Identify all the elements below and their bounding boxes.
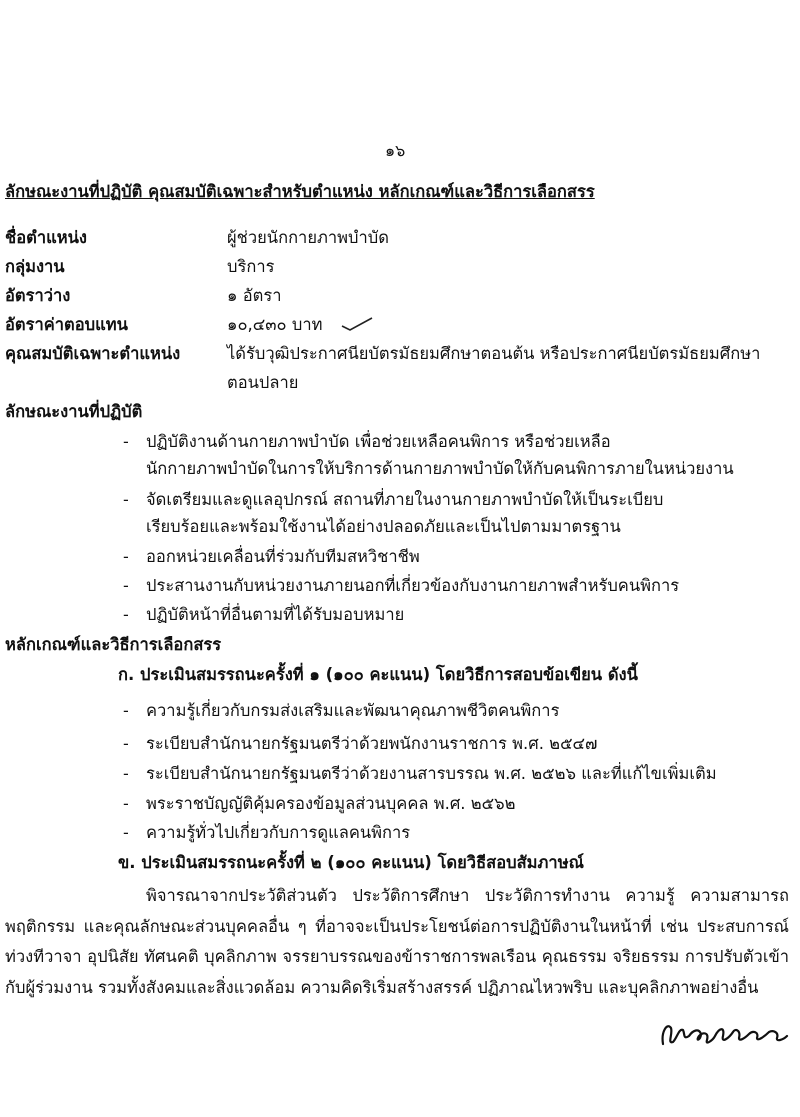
field-label-qualification: คุณสมบัติเฉพาะตำแหน่ง	[5, 344, 181, 363]
bullet-dash: -	[123, 794, 129, 813]
round2-title: ข. ประเมินสมรรถนะครั้งที่ ๒ (๑๐๐ คะแนน) โดยวิธีสอบสัมภาษณ์	[118, 853, 584, 872]
bullet-dash: -	[123, 764, 129, 783]
duty-item-cont: นักกายภาพบำบัดในการให้บริการด้านกายภาพบำบัดให้กับคนพิการภายในหน่วยงาน	[146, 459, 734, 478]
bullet-dash: -	[123, 490, 129, 509]
round2-paragraph-line: กับผู้ร่วมงาน รวมทั้งสังคมและสิ่งแวดล้อม ความคิดริเริ่มสร้างสรรค์ ปฏิภาณไหวพริบ และบุคลิกภาพอย่างอื่น	[5, 978, 759, 997]
duty-item: ประสานงานกับหน่วยงานภายนอกที่เกี่ยวข้องกับงานกายภาพสำหรับคนพิการ	[146, 576, 680, 595]
bullet-dash: -	[123, 823, 129, 842]
field-value-salary: ๑๐,๔๓๐ บาท	[227, 315, 323, 334]
bullet-dash: -	[123, 547, 129, 566]
round2-paragraph-line: ท่วงทีวาจา อุปนิสัย ทัศนคติ บุคลิกภาพ จรรยาบรรณของข้าราชการพลเรือน คุณธรรม จริยธรรม การปรับตัวเข้า	[5, 947, 789, 966]
round2-paragraph-line: พฤติกรรม และคุณลักษณะส่วนบุคคลอื่น ๆ ที่อาจจะเป็นประโยชน์ต่อการปฏิบัติงานในหน้าที่ เช่น ประสบการณ์	[5, 917, 789, 936]
page-number: ๑๖	[385, 141, 406, 160]
round1-title: ก. ประเมินสมรรถนะครั้งที่ ๑ (๑๐๐ คะแนน) โดยวิธีการสอบข้อเขียน ดังนี้	[118, 665, 638, 684]
duty-item: ปฏิบัติหน้าที่อื่นตามที่ได้รับมอบหมาย	[146, 605, 405, 624]
exam-topic: ความรู้เกี่ยวกับกรมส่งเสริมและพัฒนาคุณภาพชีวิตคนพิการ	[146, 701, 560, 720]
page-heading: ลักษณะงานที่ปฏิบัติ คุณสมบัติเฉพาะสำหรับตำแหน่ง หลักเกณฑ์และวิธีการเลือกสรร	[5, 182, 595, 201]
duty-item: ออกหน่วยเคลื่อนที่ร่วมกับทีมสหวิชาชีพ	[146, 547, 420, 566]
exam-topic: ความรู้ทั่วไปเกี่ยวกับการดูแลคนพิการ	[146, 823, 411, 842]
field-label-group: กลุ่มงาน	[5, 257, 65, 276]
field-label-position: ชื่อตำแหน่ง	[5, 228, 87, 247]
exam-topic: พระราชบัญญัติคุ้มครองข้อมูลส่วนบุคคล พ.ศ. ๒๕๖๒	[146, 794, 516, 813]
duty-item: จัดเตรียมและดูแลอุปกรณ์ สถานที่ภายในงานกายภาพบำบัดให้เป็นระเบียบ	[146, 490, 664, 509]
field-value-qualification: ได้รับวุฒิประกาศนียบัตรมัธยมศึกษาตอนต้น หรือประกาศนียบัตรมัธยมศึกษา	[227, 344, 761, 363]
selection-title: หลักเกณฑ์และวิธีการเลือกสรร	[5, 635, 222, 654]
bullet-dash: -	[123, 701, 129, 720]
round2-paragraph-line: พิจารณาจากประวัติส่วนตัว ประวัติการศึกษา ประวัติการทำงาน ความรู้ ความสามารถ	[146, 886, 789, 905]
bullet-dash: -	[123, 605, 129, 624]
field-value-position: ผู้ช่วยนักกายภาพบำบัด	[227, 228, 389, 247]
duty-item-cont: เรียบร้อยและพร้อมใช้งานได้อย่างปลอดภัยและเป็นไปตามมาตรฐาน	[146, 517, 621, 536]
field-value-qualification-cont: ตอนปลาย	[227, 373, 299, 392]
check-mark-icon	[340, 316, 374, 332]
field-label-salary: อัตราค่าตอบแทน	[5, 315, 128, 334]
field-value-group: บริการ	[227, 257, 275, 276]
field-value-vacancy: ๑ อัตรา	[227, 286, 282, 305]
bullet-dash: -	[123, 432, 129, 451]
duty-item: ปฏิบัติงานด้านกายภาพบำบัด เพื่อช่วยเหลือคนพิการ หรือช่วยเหลือ	[146, 432, 611, 451]
bullet-dash: -	[123, 734, 129, 753]
exam-topic: ระเบียบสำนักนายกรัฐมนตรีว่าด้วยงานสารบรรณ พ.ศ. ๒๕๒๖ และที่แก้ไขเพิ่มเติม	[146, 764, 717, 783]
handwritten-signature	[655, 1010, 795, 1055]
duties-title: ลักษณะงานที่ปฏิบัติ	[5, 402, 143, 421]
bullet-dash: -	[123, 576, 129, 595]
field-label-vacancy: อัตราว่าง	[5, 286, 71, 305]
exam-topic: ระเบียบสำนักนายกรัฐมนตรีว่าด้วยพนักงานราชการ พ.ศ. ๒๕๔๗	[146, 734, 598, 753]
